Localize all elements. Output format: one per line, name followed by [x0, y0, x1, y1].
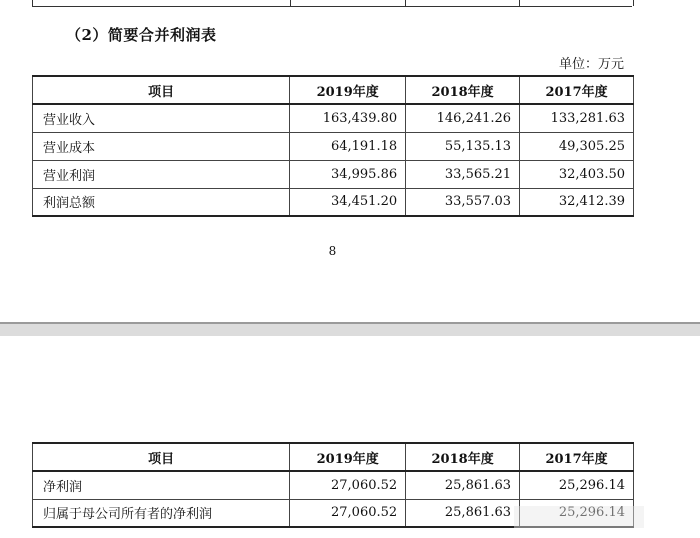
cell-2018: 146,241.26: [406, 104, 520, 132]
page-number: 8: [328, 244, 337, 258]
cell-2018: 33,565.21: [406, 160, 520, 188]
cell-2017: 25,296.14: [520, 499, 634, 527]
header-item: 项目: [33, 443, 290, 471]
table-stub-line: [519, 0, 520, 6]
table-header-row: [33, 76, 634, 104]
table-stub-line: [405, 0, 406, 6]
cell-2019: 64,191.18: [290, 132, 406, 160]
table-row: [33, 160, 634, 188]
header-item: 项目: [33, 76, 290, 104]
cell-2019: 27,060.52: [290, 471, 406, 499]
cell-2017: 25,296.14: [520, 471, 634, 499]
row-label: 营业收入: [33, 104, 290, 132]
cell-2018: 25,861.63: [406, 471, 520, 499]
row-label: 净利润: [33, 471, 290, 499]
table-row: [33, 132, 634, 160]
cell-2019: 163,439.80: [290, 104, 406, 132]
cell-2018: 25,861.63: [406, 499, 520, 527]
header-2018: 2018年度: [406, 76, 520, 104]
cell-2019: 34,995.86: [290, 160, 406, 188]
cell-2019: 34,451.20: [290, 188, 406, 216]
row-label: 营业成本: [33, 132, 290, 160]
table-row: [33, 471, 634, 499]
row-label: 利润总额: [33, 188, 290, 216]
cell-2017: 32,403.50: [520, 160, 634, 188]
row-label: 营业利润: [33, 160, 290, 188]
page-separator: [0, 322, 700, 336]
table-stub-line: [633, 0, 634, 6]
table-header-row: [33, 443, 634, 471]
table-stub-line: [32, 0, 33, 6]
table-stub-line: [290, 0, 291, 6]
table-row: [33, 104, 634, 132]
income-statement-table: [32, 75, 634, 217]
header-2017: 2017年度: [520, 443, 634, 471]
unit-label: 单位：万元: [558, 57, 624, 72]
header-2019: 2019年度: [290, 76, 406, 104]
row-label: 归属于母公司所有者的净利润: [33, 499, 290, 527]
table-row: [33, 188, 634, 216]
header-2017: 2017年度: [520, 76, 634, 104]
watermark-overlay: [514, 506, 644, 528]
cell-2018: 33,557.03: [406, 188, 520, 216]
previous-table-bottom-border: [32, 6, 632, 7]
cell-2017: 32,412.39: [520, 188, 634, 216]
cell-2017: 133,281.63: [520, 104, 634, 132]
cell-2018: 55,135.13: [406, 132, 520, 160]
header-2019: 2019年度: [290, 443, 406, 471]
cell-2019: 27,060.52: [290, 499, 406, 527]
header-2018: 2018年度: [406, 443, 520, 471]
cell-2017: 49,305.25: [520, 132, 634, 160]
section-title: （2）简要合并利润表: [66, 26, 217, 44]
